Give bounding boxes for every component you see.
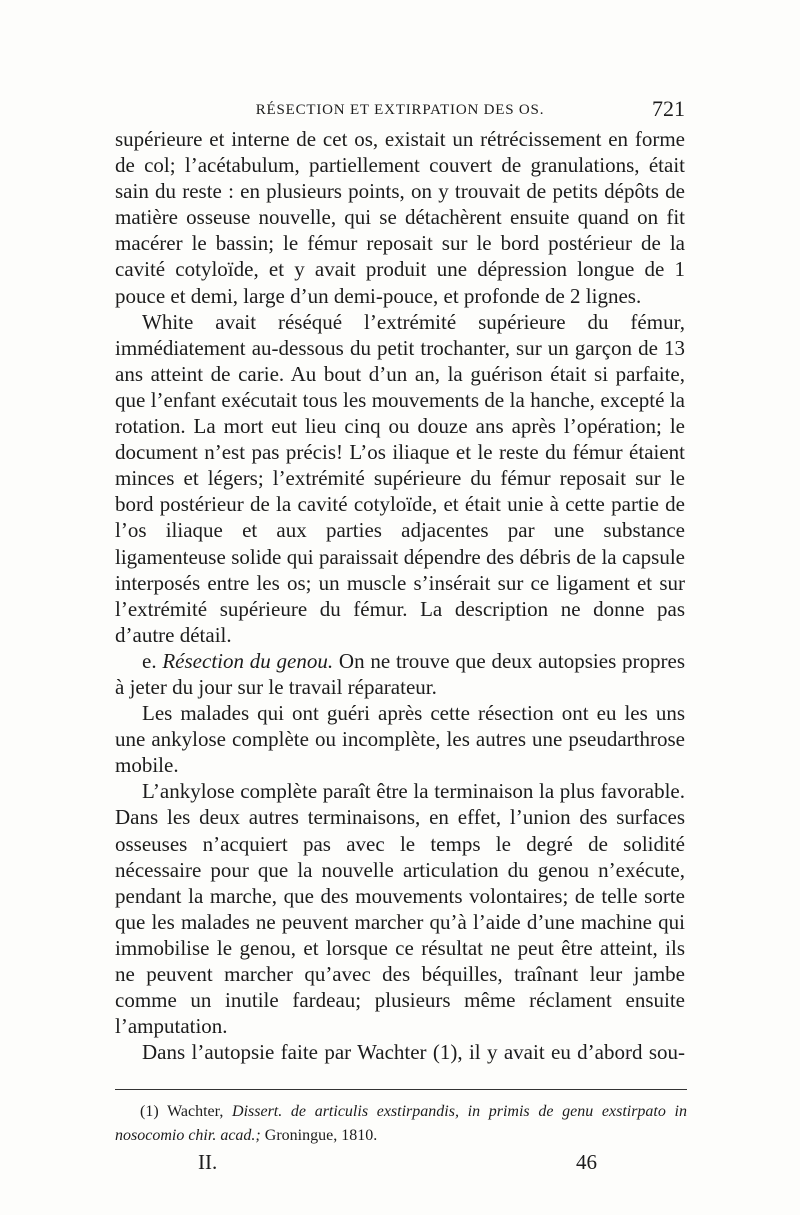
volume-number: II. — [198, 1150, 218, 1174]
page-footer — [115, 1150, 687, 1180]
paragraph: Dans l’autopsie faite par Wachter (1), il y avait eu d’abord sou- — [142, 1040, 685, 1065]
body-text — [115, 126, 685, 1065]
signature-mark: 46 — [576, 1150, 597, 1174]
paragraph: White avait réséqué l’extrémité supérieure du fémur, immédiatement au-dessous du petit trochanter, sur un garçon de 13 ans atteint de carie. Au bout d’un an, la guérison était si parfaite, que l’enfant exécutait tous les mouvements de la hanche, excepté la rotation. La mort eut lieu cinq ou douze ans après l’opération; le document n’est pas précis! L’os iliaque et le reste du fémur étaient minces et légers; l’extrémité supérieure du fémur reposait sur le bord postérieur de la cavité cotyloïde, et était unie à cette partie de l’os iliaque et aux parties adjacentes par une substance ligamenteuse solide qui paraissait dépendre des débris de la capsule interposés entre les os; un muscle s’insérait sur ce ligament et sur l’extrémité supérieure du fémur. La description ne donne pas d’autre détail. — [115, 309, 685, 647]
section-title: Résection du genou. — [162, 648, 334, 673]
footnote-author: Wachter, — [167, 1103, 224, 1120]
footnote-text — [115, 1100, 687, 1148]
footnote — [115, 1100, 687, 1148]
running-head: RÉSECTION ET EXTIRPATION DES OS. — [255, 102, 545, 118]
paragraph: supérieure et interne de cet os, existait un rétrécissement en forme de col; l’acétabulum, partiellement couvert de granulations, était sain du reste : en plusieurs points, on y trouvait de petits dépôts de matière osseuse nouvelle, qui se détachèrent ensuite quand on fit macérer le bassin; le fémur reposait sur le bord postérieur de la cavité cotyloïde, et y avait produit une dépression longue de 1 pouce et demi, large d’un demi-pouce, et profonde de 2 lignes. — [115, 127, 685, 308]
section-label: e. — [142, 648, 157, 673]
page-number: 721 — [652, 96, 685, 121]
footnote-rest: Groningue, 1810. — [264, 1127, 378, 1144]
paragraph: Les malades qui ont guéri après cette résection ont eu les uns une ankylose complète ou incomplète, les autres une pseudarthrose mobile. — [115, 701, 685, 778]
page-header — [115, 96, 685, 126]
section-paragraph — [115, 648, 685, 700]
paragraph: L’ankylose complète paraît être la terminaison la plus favorable. Dans les deux autres terminaisons, en effet, l’union des surfaces osseuses n’acquiert pas avec le temps le degré de solidité nécessaire pour que la nouvelle articulation du genou n’exécute, pendant la marche, que des mouvements volontaires; de telle sorte que les malades ne peuvent marcher qu’à l’aide d’une machine qui immobilise le genou, et lorsque ce résultat ne peut être atteint, ils ne peuvent marcher qu’avec des béquilles, traînant leur jambe comme un inutile fardeau; plusieurs même réclament ensuite l’amputation. — [115, 779, 685, 1039]
footnote-mark: (1) — [140, 1103, 159, 1120]
section-text: On ne trouve que deux autopsies propres à jeter du jour sur le travail réparateur. — [115, 648, 685, 699]
footnote-title: Dissert. de articulis exstirpandis, in primis de genu exstirpato in nosocomio chir. acad.; — [115, 1103, 688, 1144]
footnote-rule — [115, 1089, 687, 1090]
